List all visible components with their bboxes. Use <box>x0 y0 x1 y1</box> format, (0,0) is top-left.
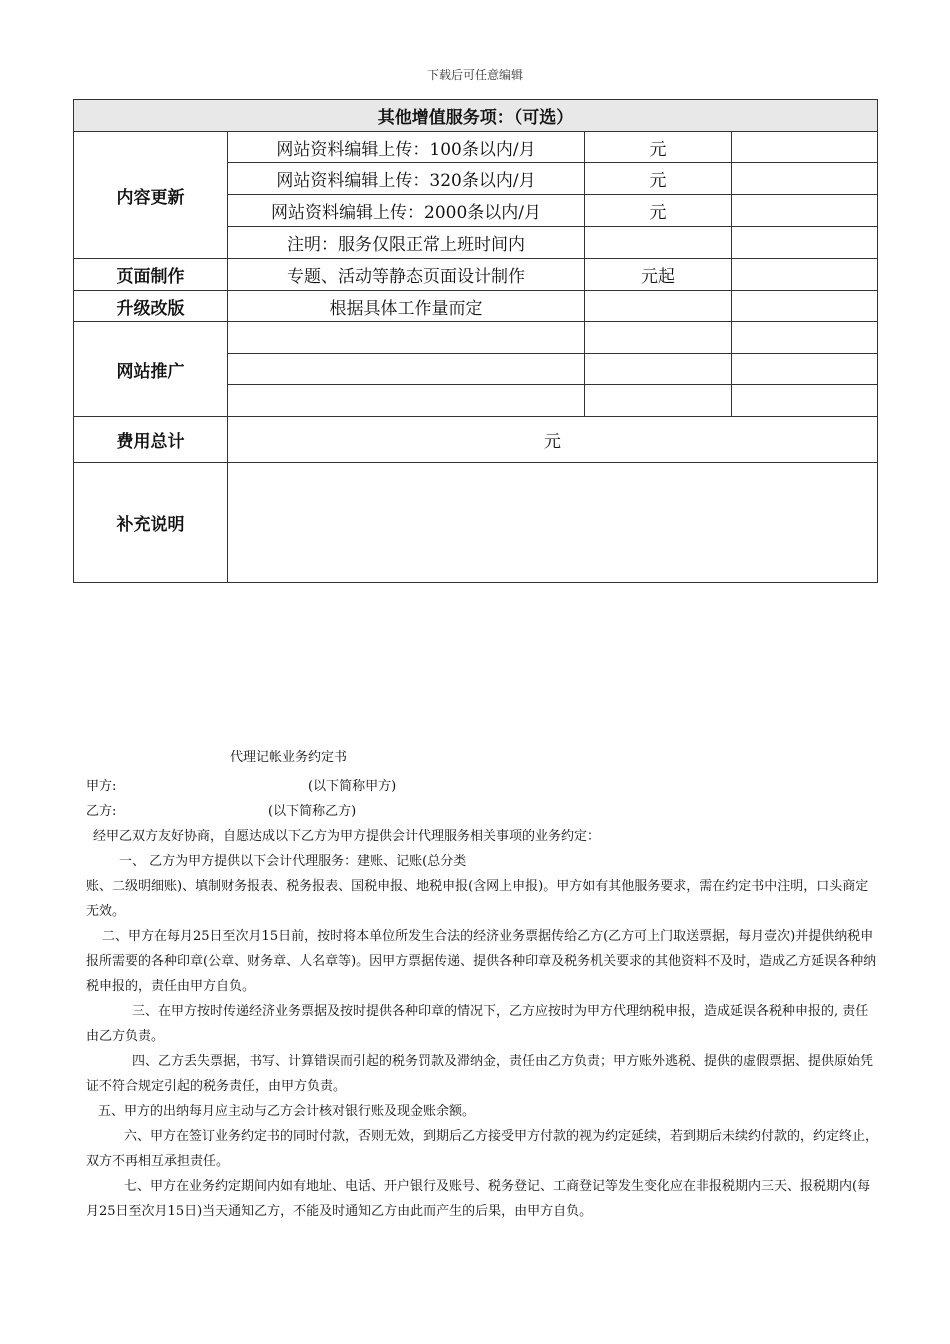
content-update-item: 网站资料编辑上传：320条以内/月 <box>228 163 585 195</box>
empty-cell <box>732 227 878 259</box>
clause-1-rest: 账、二级明细账)、填制财务报表、税务报表、国税申报、地税申报(含网上申报)。甲方如有其他服务要求，需在约定书中注明，口头商定无效。 <box>86 879 869 919</box>
header-note: 下载后可任意编辑 <box>426 68 523 82</box>
content-update-unit: 元 <box>585 163 732 195</box>
empty-cell <box>585 291 732 322</box>
clause-2: 二、甲方在每月25日至次月15日前，按时将本单位所发生合法的经济业务票据传给乙方(乙方可上门取送票据，每月壹次)并提供纳税申报所需要的各种印章(公章、财务章、人名章等)。因甲方票据传递、提供各种印章及税务机关要求的其他资料不及时，造成乙方延误各种纳税申报的，责任由甲方自负。 <box>86 929 877 994</box>
clause-7: 七、甲方在业务约定期间内如有地址、电话、开户银行及账号、税务登记、工商登记等发生变化应在非报税期内三天、报税期内(每月25日至次月15日)当天通知乙方，不能及时通知乙方由此而产生的后果，由甲方自负。 <box>86 1179 871 1219</box>
content-update-extra <box>732 163 878 195</box>
empty-cell <box>585 385 732 417</box>
empty-cell <box>732 385 878 417</box>
agreement-section <box>86 745 878 1224</box>
empty-cell <box>732 322 878 354</box>
category-content-update: 内容更新 <box>74 132 228 259</box>
category-page-making: 页面制作 <box>74 259 228 291</box>
category-upgrade: 升级改版 <box>74 291 228 322</box>
empty-cell <box>585 322 732 354</box>
party-a-line <box>86 774 878 799</box>
total-unit: 元 <box>228 417 878 463</box>
content-update-extra <box>732 132 878 163</box>
empty-cell <box>585 354 732 385</box>
clause-5: 五、甲方的出纳每月应主动与乙方会计核对银行账及现金账余额。 <box>98 1104 476 1119</box>
table-title: 其他增值服务项：（可选） <box>74 100 878 132</box>
content-update-unit: 元 <box>585 132 732 163</box>
page-making-unit: 元起 <box>585 259 732 291</box>
agreement-title: 代理记帐业务约定书 <box>230 750 348 765</box>
category-promotion: 网站推广 <box>74 322 228 417</box>
empty-cell <box>732 291 878 322</box>
clause-4: 四、乙方丢失票据，书写、计算错误而引起的税务罚款及滞纳金，责任由乙方负责；甲方账外逃税、提供的虚假票据、提供原始凭证不符合规定引起的税务责任，由甲方负责。 <box>86 1054 874 1094</box>
agreement-intro: 经甲乙双方友好协商，自愿达成以下乙方为甲方提供会计代理服务相关事项的业务约定： <box>93 829 601 844</box>
empty-cell <box>585 227 732 259</box>
content-update-unit: 元 <box>585 195 732 227</box>
page-making-item: 专题、活动等静态页面设计制作 <box>228 259 585 291</box>
content-update-item: 网站资料编辑上传：100条以内/月 <box>228 132 585 163</box>
party-a-label: 甲方: <box>86 779 117 794</box>
content-update-item: 网站资料编辑上传：2000条以内/月 <box>228 195 585 227</box>
content-update-extra <box>732 195 878 227</box>
party-a-note: (以下简称甲方) <box>308 779 397 794</box>
party-b-line <box>86 799 878 824</box>
value-added-service-table <box>73 99 878 583</box>
supplement-content <box>228 463 878 583</box>
party-b-note: (以下简称乙方) <box>268 804 357 819</box>
category-supplement: 补充说明 <box>74 463 228 583</box>
clause-1-line-1: 一、 乙方为甲方提供以下会计代理服务：建账、记账(总分类 <box>119 854 467 869</box>
clause-3: 三、在甲方按时传递经济业务票据及按时提供各种印章的情况下，乙方应按时为甲方代理纳税申报，造成延误各税种申报的, 责任由乙方负责。 <box>86 1004 869 1044</box>
party-b-label: 乙方: <box>86 804 117 819</box>
content-update-note: 注明：服务仅限正常上班时间内 <box>228 227 585 259</box>
empty-cell <box>228 322 585 354</box>
upgrade-item: 根据具体工作量而定 <box>228 291 585 322</box>
empty-cell <box>732 354 878 385</box>
clause-6: 六、甲方在签订业务约定书的同时付款，否则无效，到期后乙方接受甲方付款的视为约定延续，若到期后未续约付款的，约定终止，双方不再相互承担责任。 <box>86 1129 879 1169</box>
category-total: 费用总计 <box>74 417 228 463</box>
empty-cell <box>228 385 585 417</box>
empty-cell <box>732 259 878 291</box>
empty-cell <box>228 354 585 385</box>
